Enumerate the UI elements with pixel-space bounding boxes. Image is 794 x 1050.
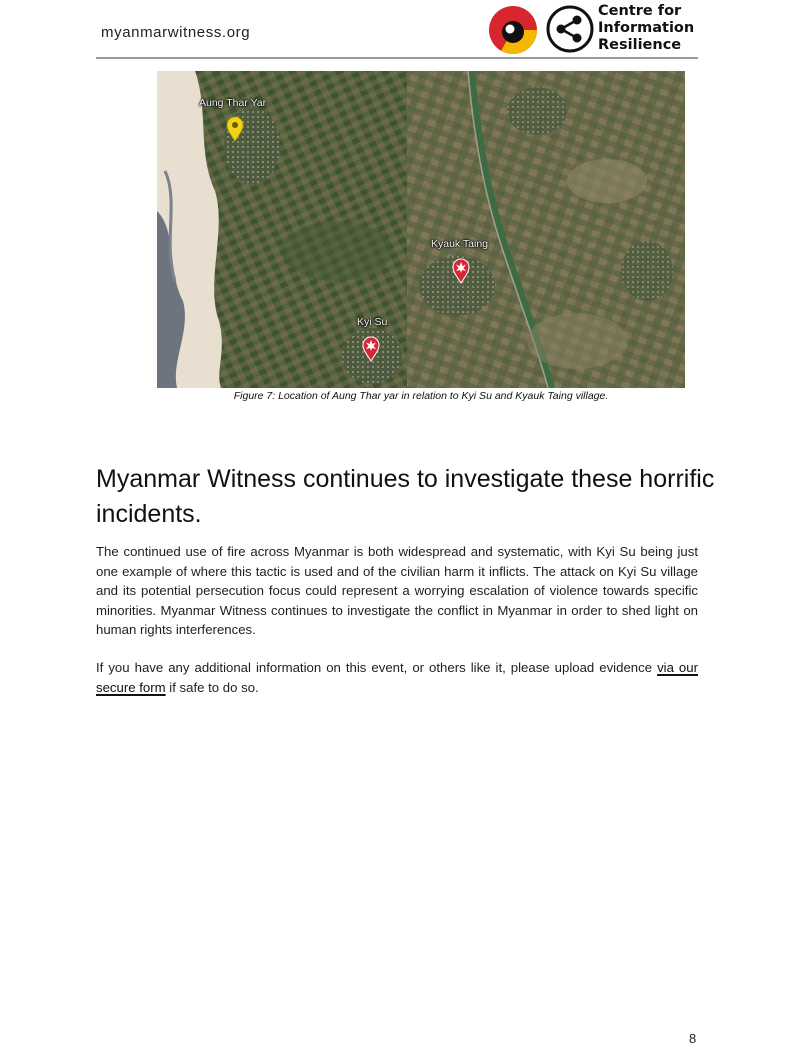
figure-caption: Figure 7: Location of Aung Thar yar in relation to Kyi Su and Kyauk Taing village. <box>233 390 609 402</box>
page-number: 8 <box>689 1031 697 1046</box>
paragraph-2-text: If you have any additional information on this event, or others like it, please upload evidence <box>96 660 658 675</box>
secure-form-link[interactable]: via our secure form <box>96 660 698 695</box>
share-icon <box>546 5 594 53</box>
map-label-kyi-su: Kyi Su <box>357 316 388 328</box>
map-label-aung-thar-yar: Aung Thar Yar <box>199 97 267 109</box>
cir-logo <box>486 3 706 55</box>
body-paragraph-1: The continued use of fire across Myanmar is both widespread and systematic, with Kyi Su being just one example of where this tactic is used and of the civilian harm it inflicts. The attack on Kyi Su village and its potential persecution focus could represent a worrying escalation of violence towards specific minorities. Myanmar Witness continues to investigate the conflict in Myanmar in order to shed light on human rights interferences. <box>96 544 698 637</box>
site-url[interactable]: myanmarwitness.org <box>101 24 251 41</box>
logo-line-3: Resilience <box>598 37 682 53</box>
red-map-pin-icon <box>362 336 380 362</box>
body-paragraph-2 <box>96 658 698 697</box>
logo-line-1: Centre for <box>598 3 682 19</box>
header-divider <box>96 57 698 59</box>
map-label-kyauk-taing: Kyauk Taing <box>431 238 489 250</box>
satellite-map-image <box>157 71 685 388</box>
section-heading: Myanmar Witness continues to investigate these horrific incidents. <box>96 465 715 528</box>
cir-circle-logo-icon <box>488 5 538 55</box>
cir-logo-text <box>598 3 694 54</box>
yellow-map-pin-icon <box>226 116 244 142</box>
logo-line-2: Information <box>598 20 695 36</box>
paragraph-2-tail: if safe to do so. <box>165 679 259 695</box>
red-map-pin-icon <box>452 258 470 284</box>
